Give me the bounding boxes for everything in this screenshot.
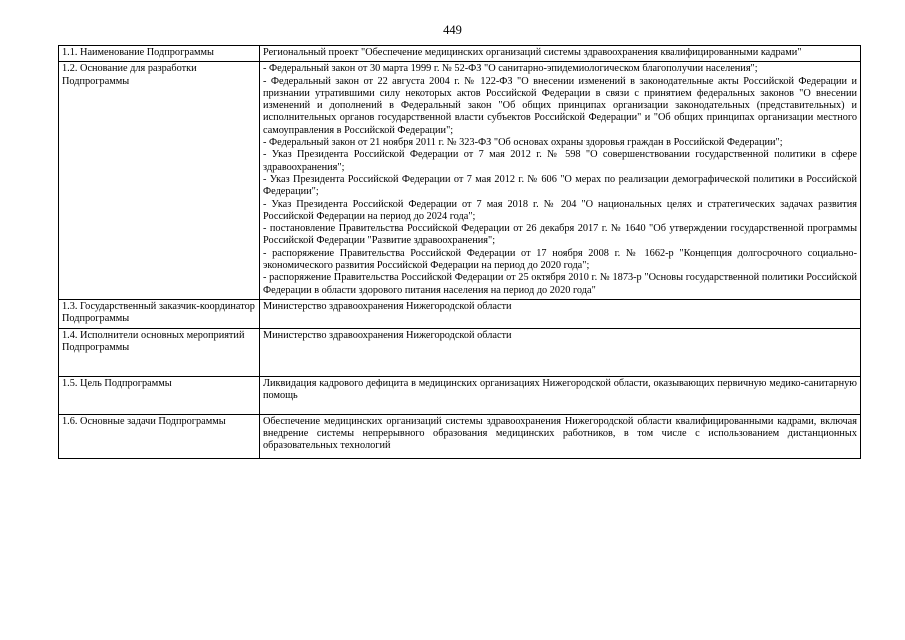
row-label: 1.1. Наименование Подпрограммы bbox=[59, 46, 260, 62]
list-item: - Указ Президента Российской Федерации от 7 мая 2012 г. № 606 "О мерах по реализации демографической политики в Российской Федерации"; bbox=[263, 173, 857, 198]
table-row bbox=[59, 46, 861, 62]
list-item: - Федеральный закон от 30 марта 1999 г. № 52-ФЗ "О санитарно-эпидемиологическом благополучии населения"; bbox=[263, 63, 758, 75]
row-label: 1.3. Государственный заказчик-координатор Подпрограммы bbox=[59, 299, 260, 328]
row-label: 1.4. Исполнители основных мероприятий Подпрограммы bbox=[59, 328, 260, 376]
list-item: - Федеральный закон от 22 августа 2004 г. № 122-ФЗ "О внесении изменений в законодательные акты Российской Федерации и признании утратившими силу некоторых актов Российской Федерации в связи с принятием федеральных законов "О внесении изменений и дополнений в Федеральный закон "Об общих принципах организации законодательных (представительных) и исполнительных органов государственной власти субъектов Российской Федерации" и "Об общих принципах организации местного самоуправления в Российской Федерации"; bbox=[263, 75, 857, 136]
list-item: - Федеральный закон от 21 ноября 2011 г. № 323-ФЗ "Об основах охраны здоровья граждан в Российской Федерации"; bbox=[263, 137, 783, 149]
row-label: 1.2. Основание для разработки Подпрограммы bbox=[59, 62, 260, 300]
row-value: Министерство здравоохранения Нижегородской области bbox=[260, 299, 861, 328]
row-label: 1.5. Цель Подпрограммы bbox=[59, 376, 260, 414]
table-row bbox=[59, 62, 861, 300]
list-item: - постановление Правительства Российской Федерации от 26 декабря 2017 г. № 1640 "Об утверждении государственной программы Российской Федерации "Развитие здравоохранения"; bbox=[263, 223, 857, 247]
table-row bbox=[59, 299, 861, 328]
row-value: Региональный проект "Обеспечение медицинских организаций системы здравоохранения квалифицированными кадрами" bbox=[260, 46, 861, 62]
row-value: Министерство здравоохранения Нижегородской области bbox=[260, 328, 861, 376]
list-item: - Указ Президента Российской Федерации от 7 мая 2012 г. № 598 "О совершенствовании государственной политики в сфере здравоохранения"; bbox=[263, 149, 857, 173]
list-item: - распоряжение Правительства Российской Федерации от 17 ноября 2008 г. № 1662-р "Концепция долгосрочного социально-экономического развития Российской Федерации на период до 2020 года"; bbox=[263, 247, 857, 272]
table-row bbox=[59, 414, 861, 458]
basis-list bbox=[260, 62, 861, 300]
subprogram-passport-table bbox=[58, 45, 861, 459]
table-row bbox=[59, 376, 861, 414]
page-number: 449 bbox=[443, 23, 462, 37]
list-item: - распоряжение Правительства Российской Федерации от 25 октября 2010 г. № 1873-р "Основы государственной политики Российской Федерации в области здорового питания населения на период до 2020 года" bbox=[263, 272, 857, 296]
row-value: Обеспечение медицинских организаций системы здравоохранения Нижегородской области квалифицированными кадрами, включая внедрение системы непрерывного образования медицинских работников, в том числе с использованием дистанционных образовательных технологий bbox=[260, 414, 861, 458]
list-item: - Указ Президента Российской Федерации от 7 мая 2018 г. № 204 "О национальных целях и стратегических задачах развития Российской Федерации на период до 2024 года"; bbox=[263, 198, 857, 222]
row-label: 1.6. Основные задачи Подпрограммы bbox=[59, 414, 260, 458]
table-row bbox=[59, 328, 861, 376]
row-value: Ликвидация кадрового дефицита в медицинских организациях Нижегородской области, оказывающих первичную медико-санитарную помощь bbox=[260, 376, 861, 414]
